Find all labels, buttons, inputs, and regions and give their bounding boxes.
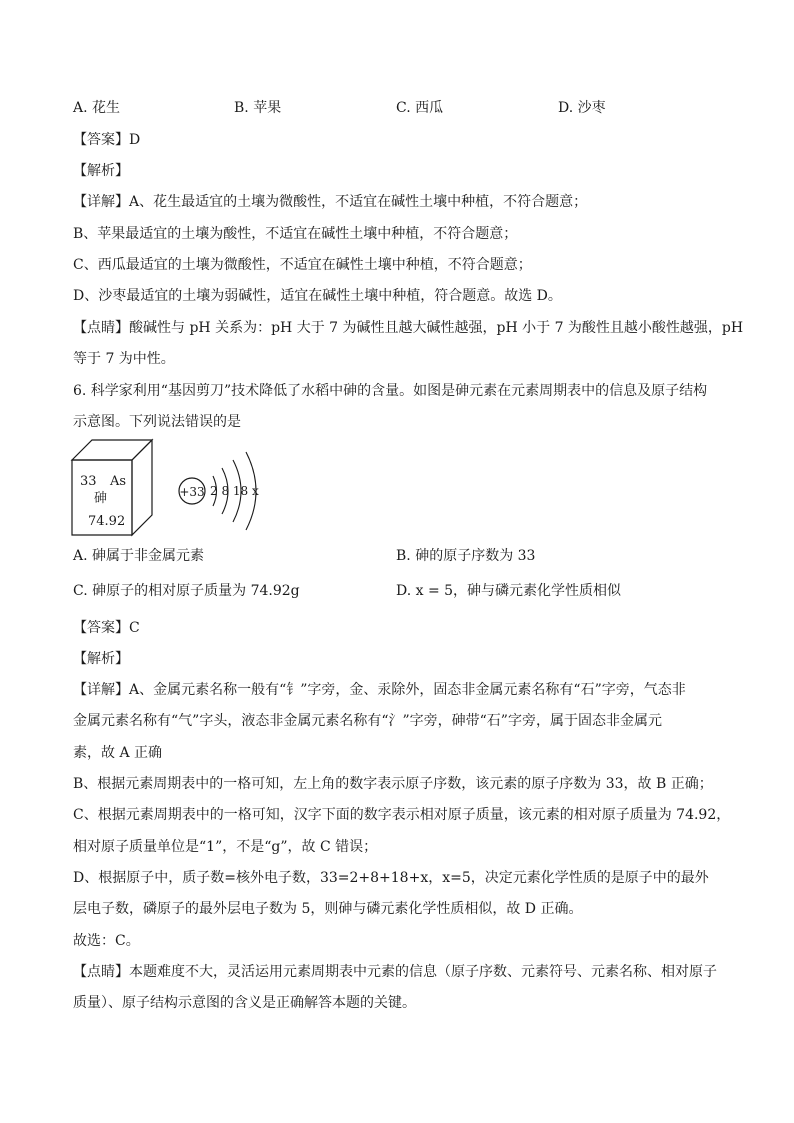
- periodic-table-cell: [72, 440, 152, 535]
- q6-analysis-label: 【解析】: [73, 651, 129, 667]
- q6-detail-line: 素，故 A 正确: [73, 745, 163, 761]
- q5-detail-line: D、沙枣最适宜的土壤为弱碱性，适宜在碱性土壤中种植，符合题意。故选 D。: [73, 288, 562, 304]
- q6-option-b: B. 砷的原子序数为 33: [396, 548, 536, 564]
- atomic-number: 33: [80, 474, 97, 489]
- q5-detail-line: B、苹果最适宜的土壤为酸性，不适宜在碱性土壤中种植，不符合题意；: [73, 226, 518, 242]
- q6-option-a: A. 砷属于非金属元素: [73, 548, 205, 564]
- q5-comment-line: 【点睛】酸碱性与 pH 关系为：pH 大于 7 为碱性且越大碱性越强，pH 小于 7 为酸性且越小酸性越强，pH: [73, 320, 744, 336]
- q5-option-d: D. 沙枣: [558, 100, 606, 116]
- q6-answer: 【答案】C: [73, 620, 140, 636]
- electron-counts: 2 8 18 x: [210, 484, 259, 498]
- q5-option-c: C. 西瓜: [396, 100, 444, 116]
- element-name: 砷: [94, 491, 108, 506]
- q6-comment-line: 质量）、原子结构示意图的含义是正确解答本题的关键。: [73, 995, 416, 1011]
- q6-detail-line: 层电子数，磷原子的最外层电子数为 5，则砷与磷元素化学性质相似，故 D 正确。: [73, 901, 583, 917]
- atomic-mass: 74.92: [88, 514, 126, 529]
- nucleus-charge: +33: [179, 485, 205, 499]
- q5-comment-line: 等于 7 为中性。: [73, 351, 175, 367]
- q6-stem-line: 示意图。下列说法错误的是: [73, 414, 241, 430]
- q5-analysis-label: 【解析】: [73, 163, 129, 179]
- atomic-structure-diagram: [179, 452, 259, 530]
- q6-comment-line: 【点睛】本题难度不大，灵活运用元素周期表中元素的信息（原子序数、元素符号、元素名称、相对原子: [73, 964, 717, 980]
- q6-option-c: C. 砷原子的相对原子质量为 74.92g: [73, 583, 300, 599]
- q5-answer: 【答案】D: [73, 132, 141, 148]
- q6-detail-line: 金属元素名称有“气”字头，液态非金属元素名称有“氵”字旁，砷带“石”字旁，属于固态非金属元: [73, 713, 662, 729]
- q5-option-b: B. 苹果: [234, 100, 282, 116]
- element-symbol: As: [110, 474, 127, 489]
- q6-stem-line: 6. 科学家利用“基因剪刀”技术降低了水稻中砷的含量。如图是砷元素在元素周期表中的信息及原子结构: [73, 383, 708, 399]
- q5-detail-line: 【详解】A、花生最适宜的土壤为微酸性，不适宜在碱性土壤中种植，不符合题意；: [73, 194, 588, 210]
- q6-conclusion: 故选：C。: [73, 933, 140, 949]
- q6-detail-line: B、根据元素周期表中的一格可知，左上角的数字表示原子序数，该元素的原子序数为 33，故 B 正确；: [73, 776, 713, 792]
- arsenic-figure: [70, 438, 280, 538]
- q5-option-a: A. 花生: [73, 100, 121, 116]
- q6-option-d: D. x = 5，砷与磷元素化学性质相似: [396, 583, 622, 599]
- q6-detail-line: C、根据元素周期表中的一格可知，汉字下面的数字表示相对原子质量，该元素的相对原子质量为 74.92，: [73, 807, 731, 823]
- q6-detail-line: D、根据原子中，质子数=核外电子数，33=2+8+18+x，x=5，决定元素化学性质的是原子中的最外: [73, 870, 709, 886]
- q6-detail-line: 【详解】A、金属元素名称一般有“钅”字旁，金、汞除外，固态非金属元素名称有“石”字旁，气态非: [73, 682, 686, 698]
- q5-detail-line: C、西瓜最适宜的土壤为微酸性，不适宜在碱性土壤中种植，不符合题意；: [73, 257, 532, 273]
- q6-detail-line: 相对原子质量单位是“1”，不是“g”，故 C 错误；: [73, 839, 378, 855]
